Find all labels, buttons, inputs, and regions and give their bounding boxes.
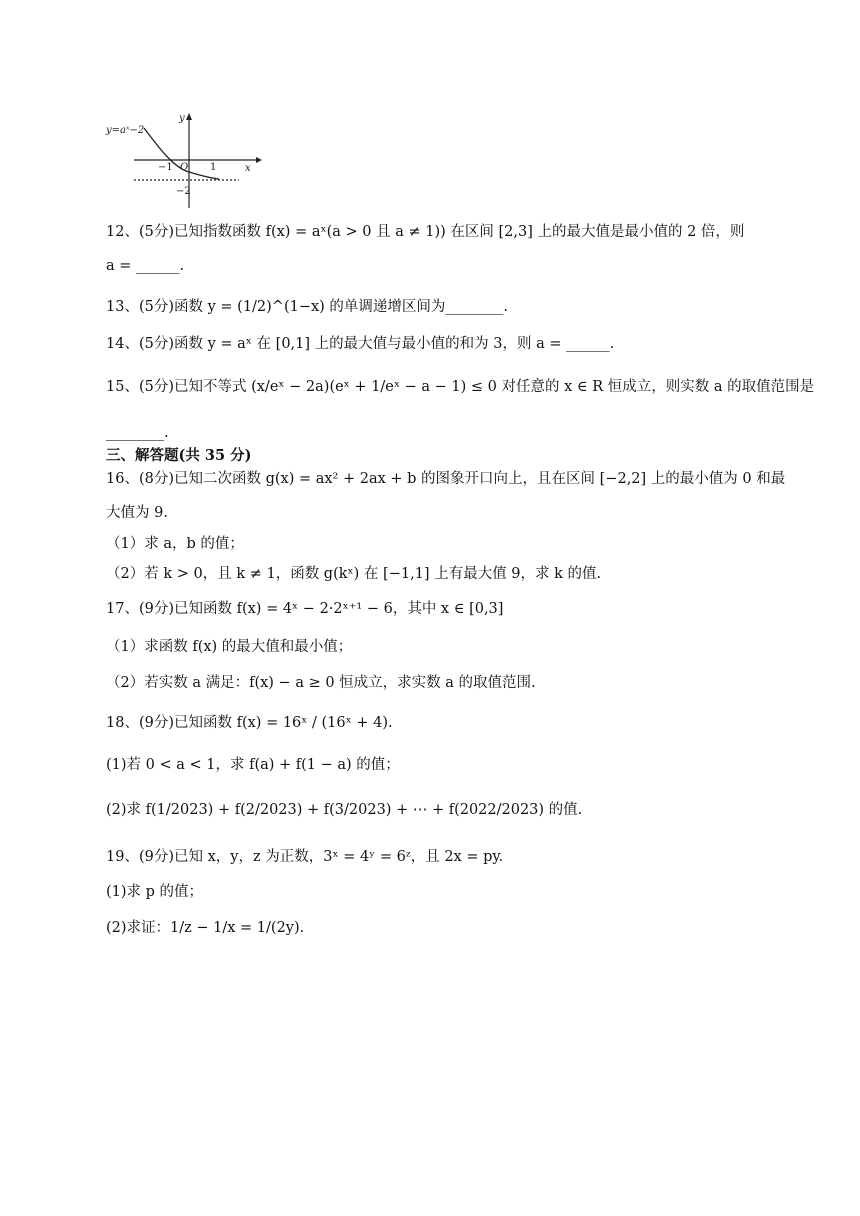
problem-17-part-1: （1）求函数 f(x) 的最大值和最小值； <box>106 639 353 655</box>
problem-19-part-2: (2)求证：1/z − 1/x = 1/(2y). <box>106 920 305 936</box>
problem-17: 17、(9分)已知函数 f(x) = 4ˣ − 2·2ˣ⁺¹ − 6，其中 x ∈ [0,3] <box>106 601 504 617</box>
tick-neg2: −2 <box>176 186 191 197</box>
problem-13: 13、(5分)函数 y = (1/2)^(1−x) 的单调递增区间为________. <box>106 299 509 315</box>
section-heading: 三、解答题(共 35 分) <box>106 447 252 464</box>
problem-17-part-2: （2）若实数 a 满足：f(x) − a ≥ 0 恒成立，求实数 a 的取值范围. <box>106 675 536 691</box>
tick-neg1: −1 <box>158 162 173 173</box>
problem-18: 18、(9分)已知函数 f(x) = 16ˣ / (16ˣ + 4). <box>106 715 393 731</box>
problem-16-line-2: 大值为 9. <box>106 505 168 521</box>
origin-label: O <box>180 162 189 173</box>
problem-19-part-1: (1)求 p 的值； <box>106 884 204 900</box>
problem-18-part-2: (2)求 f(1/2023) + f(2/2023) + f(3/2023) + ⋯ + f(2022/2023) 的值. <box>106 802 583 818</box>
x-axis-arrow <box>256 157 262 163</box>
x-axis-label: x <box>245 163 251 174</box>
exponential-graph-figure <box>104 108 264 210</box>
problem-12-line-2: a = ______. <box>106 258 185 274</box>
problem-14: 14、(5分)函数 y = aˣ 在 [0,1] 上的最大值与最小值的和为 3，则 a = ______. <box>106 336 615 352</box>
y-axis-label: y <box>179 113 185 124</box>
problem-16-part-2: （2）若 k > 0，且 k ≠ 1，函数 g(kˣ) 在 [−1,1] 上有最大值 9，求 k 的值. <box>106 566 602 582</box>
problem-15-line-1: 15、(5分)已知不等式 (x/eˣ − 2a)(eˣ + 1/eˣ − a − 1) ≤ 0 对任意的 x ∈ R 恒成立，则实数 a 的取值范围是 <box>106 379 815 395</box>
problem-16-part-1: （1）求 a，b 的值； <box>106 536 244 552</box>
problem-18-part-1: (1)若 0 < a < 1，求 f(a) + f(1 − a) 的值； <box>106 757 400 773</box>
y-axis-arrow <box>186 113 192 120</box>
curve-label: y=aˣ−2 <box>106 125 145 136</box>
problem-19: 19、(9分)已知 x，y，z 为正数，3ˣ = 4ʸ = 6ᶻ，且 2x = py. <box>106 849 504 865</box>
problem-15-line-2: ________. <box>106 425 169 441</box>
problem-16-line-1: 16、(8分)已知二次函数 g(x) = ax² + 2ax + b 的图象开口向上，且在区间 [−2,2] 上的最小值为 0 和最 <box>106 471 786 487</box>
problem-12-line-1: 12、(5分)已知指数函数 f(x) = aˣ(a > 0 且 a ≠ 1)) 在区间 [2,3] 上的最大值是最小值的 2 倍，则 <box>106 224 745 240</box>
tick-1: 1 <box>210 162 217 173</box>
